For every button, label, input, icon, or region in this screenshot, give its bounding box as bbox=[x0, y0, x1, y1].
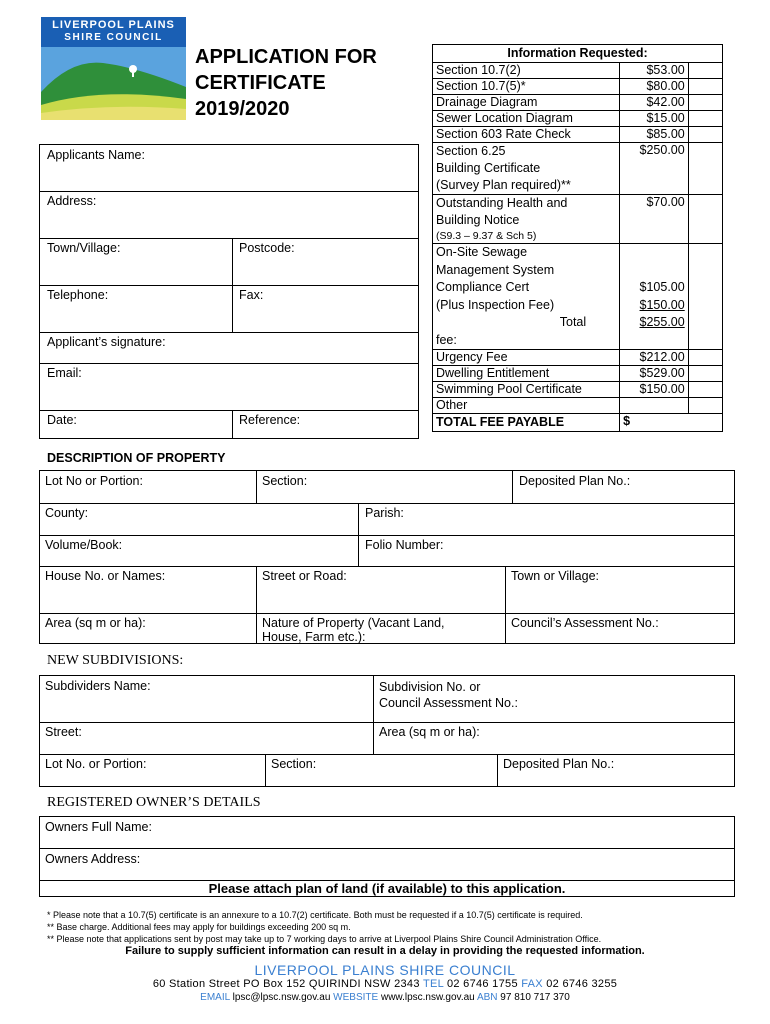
fee-item-label: Sewer Location Diagram bbox=[436, 111, 573, 125]
subdivision-area-field[interactable]: Area (sq m or ha): bbox=[379, 725, 480, 739]
assessment-field[interactable]: Council’s Assessment No.: bbox=[511, 616, 659, 630]
fee-checkbox[interactable] bbox=[688, 127, 722, 143]
email-label: EMAIL bbox=[200, 992, 230, 1003]
fee-item-price: $255.00 bbox=[639, 315, 685, 329]
property-box bbox=[39, 470, 735, 644]
fee-item-label: On-Site Sewage bbox=[436, 245, 528, 259]
footer-council-name: LIVERPOOL PLAINS SHIRE COUNCIL bbox=[254, 962, 516, 978]
council-logo bbox=[41, 17, 186, 120]
fee-item-label: Section 10.7(5)* bbox=[436, 79, 526, 93]
fee-checkbox[interactable] bbox=[688, 95, 722, 111]
fee-item-label: Urgency Fee bbox=[436, 350, 508, 364]
footnote: * Please note that a 10.7(5) certificate is an annexure to a 10.7(2) certificate. Both must be requested if a 10.7(5) certificate is required. bbox=[47, 910, 583, 920]
owner-name-field[interactable]: Owners Full Name: bbox=[45, 820, 152, 834]
fee-item-price: $80.00 bbox=[620, 79, 689, 95]
fee-item-label: (Plus Inspection Fee) bbox=[436, 297, 555, 312]
date-field[interactable]: Date: bbox=[47, 413, 77, 427]
fee-item-price: $250.00 bbox=[620, 143, 689, 195]
fee-item-label: Dwelling Entitlement bbox=[436, 366, 550, 380]
attach-plan-note: Please attach plan of land (if available) to this application. bbox=[208, 881, 566, 896]
page-title bbox=[195, 44, 377, 122]
fee-checkbox[interactable] bbox=[688, 195, 722, 244]
email-field[interactable]: Email: bbox=[47, 366, 82, 380]
subdivider-name-field[interactable]: Subdividers Name: bbox=[45, 679, 151, 693]
applicant-box bbox=[39, 144, 419, 439]
subdivision-no-label-line: Subdivision No. or bbox=[379, 680, 481, 694]
fee-item-price: $70.00 bbox=[620, 195, 689, 244]
total-fee-value[interactable]: $ bbox=[620, 414, 723, 432]
fee-checkbox[interactable] bbox=[688, 63, 722, 79]
footnote: ** Please note that applications sent by post may take up to 7 working days to arrive at Liverpool Plains Shire Council Administration Office. bbox=[47, 934, 602, 944]
nature-field[interactable] bbox=[262, 616, 445, 644]
footnote: ** Base charge. Additional fees may apply for buildings exceeding 200 sq m. bbox=[47, 922, 351, 932]
fee-item-note: (S9.3 – 9.37 & Sch 5) bbox=[436, 230, 537, 242]
subdivision-heading: NEW SUBDIVISIONS: bbox=[47, 653, 184, 668]
fee-item-label: Building Notice bbox=[436, 213, 520, 227]
footer-address: 60 Station Street PO Box 152 QUIRINDI NSW 2343 bbox=[152, 978, 420, 990]
fee-item-label: Drainage Diagram bbox=[436, 95, 538, 109]
fee-item-label: Management System bbox=[436, 262, 555, 277]
fee-item-label: Total bbox=[559, 315, 587, 329]
fee-item-label: Outstanding Health and bbox=[436, 196, 568, 210]
telephone-field[interactable]: Telephone: bbox=[47, 288, 109, 302]
fee-item-label: Section 6.25 bbox=[436, 144, 506, 158]
fee-item-label: Building Certificate bbox=[436, 161, 541, 175]
owner-box bbox=[39, 816, 735, 897]
fee-item-price: $212.00 bbox=[620, 350, 689, 366]
subdivision-dp-field[interactable]: Deposited Plan No.: bbox=[503, 757, 615, 771]
subdivision-box bbox=[39, 675, 735, 787]
fee-item-label: Other bbox=[436, 398, 468, 412]
fee-checkbox[interactable] bbox=[688, 143, 722, 195]
street-field[interactable]: Street or Road: bbox=[262, 569, 347, 583]
fee-table-header: Information Requested: bbox=[433, 45, 723, 63]
town-village-field[interactable]: Town or Village: bbox=[511, 569, 600, 583]
subdivision-section-field[interactable]: Section: bbox=[271, 757, 317, 771]
fee-item-price: $53.00 bbox=[620, 63, 689, 79]
house-field[interactable]: House No. or Names: bbox=[45, 569, 166, 583]
footer-fax: 02 6746 3255 bbox=[546, 978, 618, 990]
fee-item-price: $42.00 bbox=[620, 95, 689, 111]
fee-item-price: $105.00 bbox=[639, 280, 685, 294]
delay-warning: Failure to supply sufficient information can result in a delay in providing the requested information. bbox=[125, 945, 645, 957]
footer-abn: 97 810 717 370 bbox=[500, 992, 570, 1003]
fee-checkbox[interactable] bbox=[688, 398, 722, 414]
volume-field[interactable]: Volume/Book: bbox=[45, 538, 123, 552]
abn-label: ABN bbox=[476, 992, 498, 1003]
footnotes bbox=[47, 909, 601, 945]
nature-label-line: Nature of Property (Vacant Land, bbox=[262, 616, 445, 630]
parish-field[interactable]: Parish: bbox=[365, 506, 404, 520]
fee-item-label: Swimming Pool Certificate bbox=[436, 382, 582, 396]
owner-address-field[interactable]: Owners Address: bbox=[45, 852, 141, 866]
fee-checkbox[interactable] bbox=[688, 366, 722, 382]
fee-item-price: $15.00 bbox=[620, 111, 689, 127]
owner-heading: REGISTERED OWNER’S DETAILS bbox=[47, 795, 261, 810]
deposited-plan-field[interactable]: Deposited Plan No.: bbox=[519, 474, 631, 488]
footer-online bbox=[0, 992, 770, 1003]
fee-item-label: Compliance Cert bbox=[436, 280, 530, 294]
tel-label: TEL bbox=[422, 978, 444, 990]
total-fee-label: TOTAL FEE PAYABLE bbox=[436, 415, 565, 429]
reference-field[interactable]: Reference: bbox=[239, 413, 301, 427]
fee-checkbox[interactable] bbox=[688, 111, 722, 127]
address-field[interactable]: Address: bbox=[47, 194, 97, 208]
applicant-name-field[interactable]: Applicants Name: bbox=[47, 148, 145, 162]
folio-field[interactable]: Folio Number: bbox=[365, 538, 444, 552]
title-line: CERTIFICATE bbox=[195, 72, 326, 94]
county-field[interactable]: County: bbox=[45, 506, 89, 520]
fee-checkbox[interactable] bbox=[688, 244, 722, 350]
signature-field[interactable]: Applicant’s signature: bbox=[47, 335, 166, 349]
fax-field[interactable]: Fax: bbox=[239, 288, 264, 302]
lot-field[interactable]: Lot No or Portion: bbox=[45, 474, 143, 488]
subdivision-lot-field[interactable]: Lot No. or Portion: bbox=[45, 757, 147, 771]
footer-website-link[interactable]: www.lpsc.nsw.gov.au bbox=[380, 992, 475, 1003]
fee-item-price: $150.00 bbox=[620, 382, 689, 398]
fee-checkbox[interactable] bbox=[688, 350, 722, 366]
nature-label-line: House, Farm etc.): bbox=[262, 630, 366, 644]
fee-checkbox[interactable] bbox=[688, 382, 722, 398]
subdivision-no-field[interactable] bbox=[379, 679, 518, 711]
fee-table bbox=[432, 44, 723, 432]
fee-item-price: $529.00 bbox=[620, 366, 689, 382]
footer-tel: 02 6746 1755 bbox=[446, 978, 518, 990]
logo-text-line2: SHIRE COUNCIL bbox=[64, 32, 163, 43]
fax-label: FAX bbox=[521, 978, 543, 990]
fee-item-label: (Survey Plan required)** bbox=[436, 178, 571, 192]
fee-item-label: fee: bbox=[436, 332, 457, 347]
property-heading: DESCRIPTION OF PROPERTY bbox=[47, 451, 226, 465]
section-field[interactable]: Section: bbox=[262, 474, 308, 488]
title-line: 2019/2020 bbox=[195, 98, 290, 120]
logo-text-line1: LIVERPOOL PLAINS bbox=[52, 19, 175, 31]
title-line: APPLICATION FOR bbox=[195, 46, 377, 68]
area-field[interactable]: Area (sq m or ha): bbox=[45, 616, 146, 630]
fee-item-label: Section 10.7(2) bbox=[436, 63, 521, 77]
fee-item-price: $150.00 bbox=[639, 297, 685, 312]
fee-item-label: Section 603 Rate Check bbox=[436, 127, 571, 141]
fee-item-price bbox=[620, 398, 689, 414]
website-label: WEBSITE bbox=[333, 992, 379, 1003]
fee-item-price: $85.00 bbox=[620, 127, 689, 143]
town-field[interactable]: Town/Village: bbox=[47, 241, 121, 255]
fee-checkbox[interactable] bbox=[688, 79, 722, 95]
subdivision-street-field[interactable]: Street: bbox=[45, 725, 82, 739]
footer-email-link[interactable]: lpsc@lpsc.nsw.gov.au bbox=[232, 992, 331, 1003]
subdivision-no-label-line: Council Assessment No.: bbox=[379, 696, 518, 710]
footer-contact bbox=[0, 978, 770, 990]
postcode-field[interactable]: Postcode: bbox=[239, 241, 295, 255]
